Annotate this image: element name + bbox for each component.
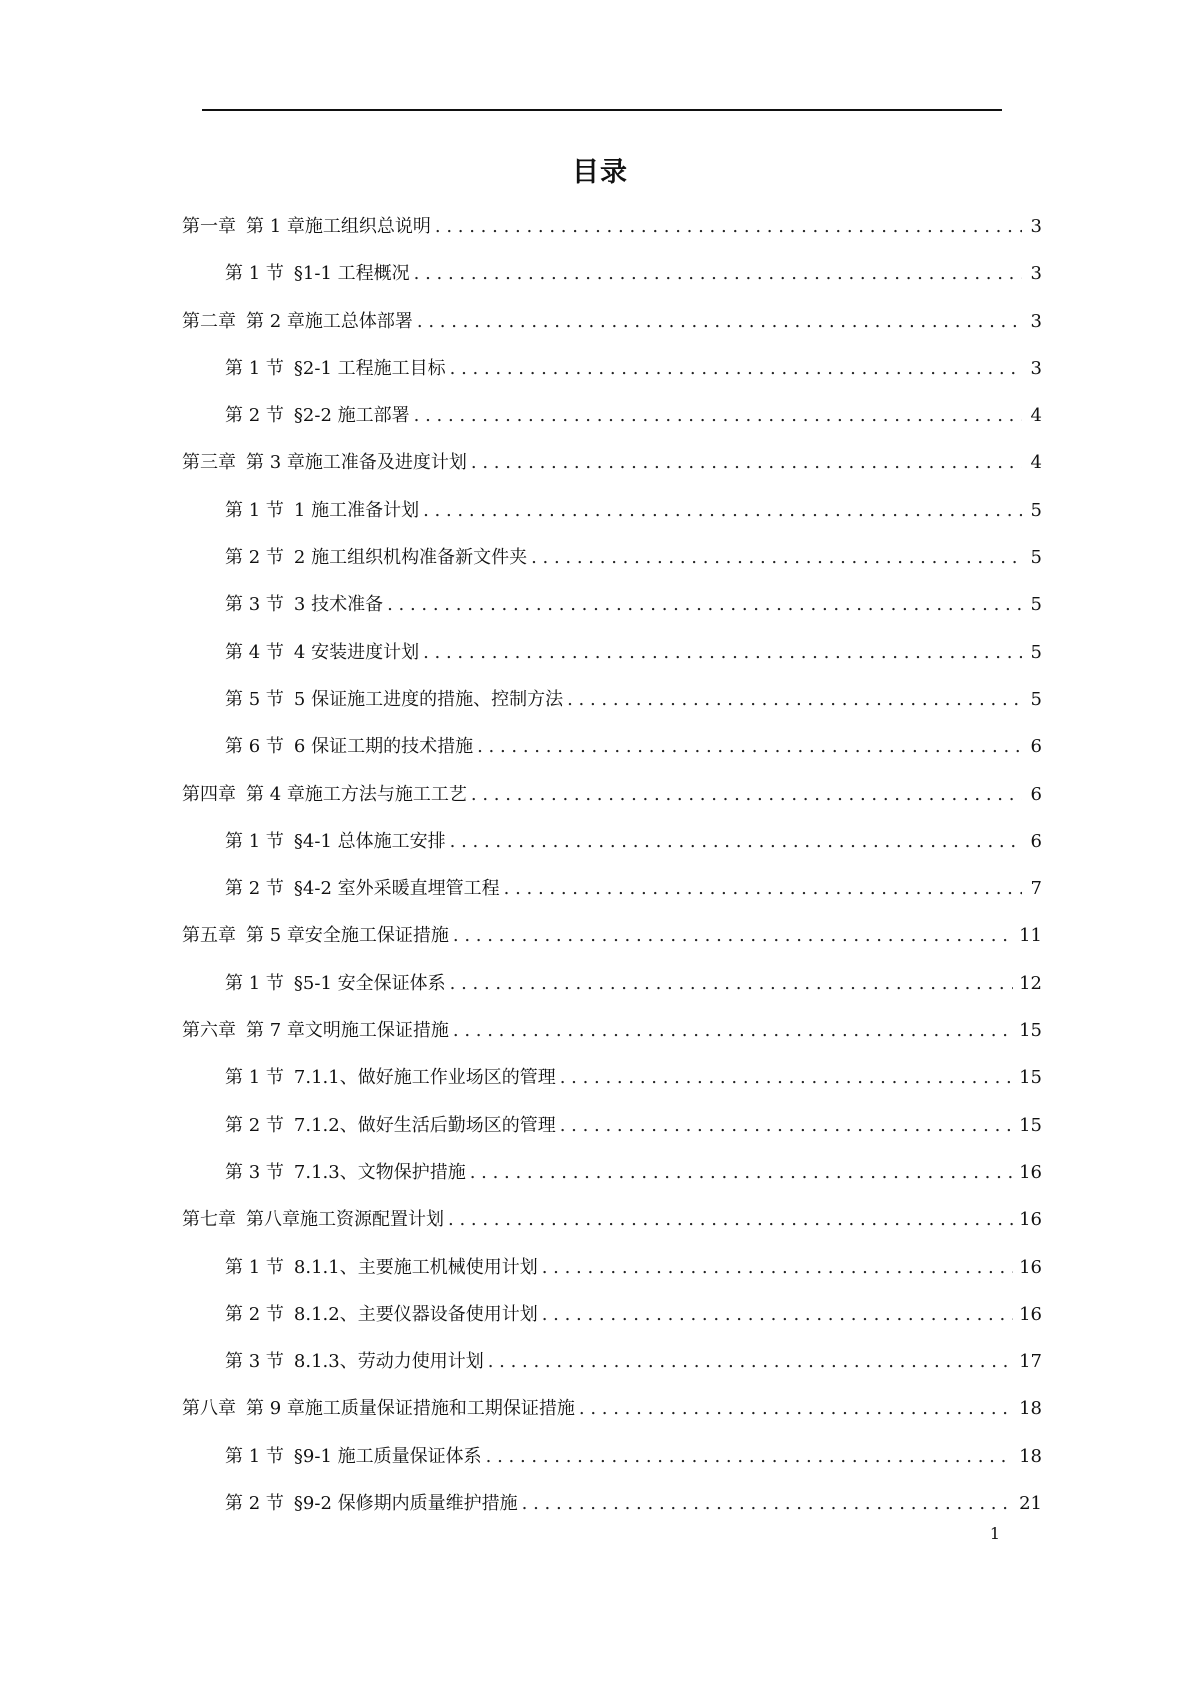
toc-dot-leader	[387, 594, 1022, 615]
toc-entry-text: 7.1.2、做好生活后勤场区的管理	[293, 1114, 556, 1136]
toc-dot-leader	[453, 1020, 1013, 1041]
toc-entry-page: 12	[1019, 972, 1042, 994]
toc-entry-label	[225, 827, 446, 853]
toc-entry-page: 5	[1030, 688, 1042, 710]
toc-entry-page: 5	[1030, 641, 1042, 663]
toc-dot-leader	[450, 358, 1022, 379]
toc-entry-page: 15	[1019, 1020, 1042, 1042]
toc-entry-number: 第 3 节	[225, 1351, 284, 1373]
toc-entry-text: 4 安装进度计划	[293, 641, 420, 663]
toc-entry-label	[225, 1442, 482, 1468]
toc-section-entry[interactable]	[182, 732, 1042, 779]
toc-dot-leader	[477, 736, 1022, 757]
toc-entry-page: 5	[1030, 547, 1042, 569]
toc-entry-label	[182, 212, 431, 238]
toc-entry-text: §5-1 安全保证体系	[293, 972, 446, 994]
toc-section-entry[interactable]	[182, 969, 1042, 1016]
toc-entry-number: 第 1 节	[225, 1067, 284, 1089]
toc-chapter-entry[interactable]	[182, 921, 1042, 968]
toc-entry-text: §2-1 工程施工目标	[293, 357, 446, 379]
toc-entry-label	[225, 638, 419, 664]
toc-entry-label	[225, 1347, 484, 1373]
toc-entry-text: 第 9 章施工质量保证措施和工期保证措施	[246, 1398, 575, 1420]
toc-dot-leader	[423, 500, 1022, 521]
toc-entry-label	[225, 1063, 556, 1089]
toc-dot-leader	[450, 831, 1022, 852]
toc-entry-page: 16	[1019, 1256, 1042, 1278]
toc-entry-label	[182, 1205, 444, 1231]
toc-section-entry[interactable]	[182, 590, 1042, 637]
toc-entry-number: 第 1 节	[225, 499, 284, 521]
toc-entry-text: §4-1 总体施工安排	[293, 830, 446, 852]
toc-section-entry[interactable]	[182, 1158, 1042, 1205]
toc-entry-text: §4-2 室外采暖直埋管工程	[293, 878, 500, 900]
toc-entry-number: 第 1 节	[225, 830, 284, 852]
toc-entry-label	[225, 732, 473, 758]
toc-entry-number: 第 1 节	[225, 357, 284, 379]
toc-section-entry[interactable]	[182, 685, 1042, 732]
toc-entry-text: 5 保证施工进度的措施、控制方法	[293, 688, 564, 710]
toc-entry-text: 第八章施工资源配置计划	[246, 1209, 444, 1231]
toc-entry-text: 第 1 章施工组织总说明	[246, 216, 431, 237]
toc-dot-leader	[488, 1351, 1013, 1372]
toc-section-entry[interactable]	[182, 1300, 1042, 1347]
toc-entry-number: 第一章	[182, 216, 236, 237]
toc-entry-label	[225, 1253, 538, 1279]
toc-entry-page: 15	[1019, 1114, 1042, 1136]
toc-chapter-entry[interactable]	[182, 1394, 1042, 1441]
toc-entry-label	[225, 874, 500, 900]
toc-section-entry[interactable]	[182, 259, 1042, 306]
toc-entry-page: 7	[1030, 878, 1042, 900]
toc-entry-number: 第八章	[182, 1398, 236, 1420]
toc-entry-page: 18	[1019, 1445, 1042, 1467]
toc-section-entry[interactable]	[182, 874, 1042, 921]
toc-entry-label	[225, 496, 419, 522]
toc-entry-label	[182, 448, 467, 474]
toc-entry-number: 第六章	[182, 1020, 236, 1042]
toc-entry-text: 第 5 章安全施工保证措施	[246, 925, 449, 947]
toc-entry-label	[225, 354, 446, 380]
toc-entry-page: 16	[1019, 1303, 1042, 1325]
toc-section-entry[interactable]	[182, 401, 1042, 448]
toc-entry-label	[225, 1489, 518, 1515]
toc-entry-text: 8.1.1、主要施工机械使用计划	[293, 1256, 538, 1278]
toc-entry-text: §9-2 保修期内质量维护措施	[293, 1493, 518, 1515]
toc-entry-page: 3	[1030, 263, 1042, 285]
toc-entry-page: 21	[1019, 1493, 1042, 1515]
toc-entry-label	[225, 1111, 556, 1137]
toc-entry-page: 15	[1019, 1067, 1042, 1089]
toc-list	[182, 212, 1042, 1536]
toc-chapter-entry[interactable]	[182, 1205, 1042, 1252]
toc-entry-number: 第 3 节	[225, 1161, 284, 1183]
toc-entry-number: 第五章	[182, 925, 236, 947]
toc-entry-label	[225, 259, 410, 285]
toc-entry-page: 11	[1019, 925, 1042, 947]
toc-entry-page: 6	[1030, 783, 1042, 805]
toc-dot-leader	[486, 1446, 1013, 1467]
toc-entry-page: 18	[1019, 1398, 1042, 1420]
header-rule	[202, 109, 1002, 111]
toc-section-entry[interactable]	[182, 1347, 1042, 1394]
toc-entry-page: 3	[1030, 357, 1042, 379]
toc-dot-leader	[423, 642, 1022, 663]
toc-dot-leader	[414, 263, 1022, 284]
toc-section-entry[interactable]	[182, 1442, 1042, 1489]
toc-section-entry[interactable]	[182, 496, 1042, 543]
toc-entry-number: 第 2 节	[225, 1303, 284, 1325]
toc-entry-number: 第 1 节	[225, 1256, 284, 1278]
toc-entry-label	[182, 1394, 575, 1420]
toc-section-entry[interactable]	[182, 354, 1042, 401]
toc-entry-number: 第 1 节	[225, 972, 284, 994]
toc-entry-text: 6 保证工期的技术措施	[293, 736, 474, 758]
toc-entry-text: 8.1.3、劳动力使用计划	[293, 1351, 484, 1373]
page-number: 1	[989, 1524, 1000, 1543]
toc-entry-label	[225, 969, 446, 995]
toc-section-entry[interactable]	[182, 543, 1042, 590]
toc-dot-leader	[453, 925, 1013, 946]
toc-entry-text: 1 施工准备计划	[293, 499, 420, 521]
toc-entry-number: 第 2 节	[225, 878, 284, 900]
toc-dot-leader	[417, 311, 1022, 332]
toc-entry-number: 第 6 节	[225, 736, 284, 758]
toc-section-entry[interactable]	[182, 1111, 1042, 1158]
toc-entry-page: 4	[1030, 405, 1042, 427]
toc-entry-number: 第 2 节	[225, 405, 284, 427]
toc-entry-text: 第 4 章施工方法与施工工艺	[246, 783, 467, 805]
toc-entry-number: 第 2 节	[225, 547, 284, 569]
toc-entry-text: 2 施工组织机构准备新文件夹	[293, 547, 528, 569]
toc-entry-number: 第三章	[182, 452, 236, 474]
toc-entry-text: §2-2 施工部署	[293, 405, 410, 427]
toc-entry-label	[182, 307, 413, 333]
toc-entry-number: 第 3 节	[225, 594, 284, 616]
toc-dot-leader	[560, 1115, 1013, 1136]
toc-entry-text: 8.1.2、主要仪器设备使用计划	[293, 1303, 538, 1325]
toc-entry-page: 6	[1030, 830, 1042, 852]
toc-entry-text: 7.1.3、文物保护措施	[293, 1161, 466, 1183]
toc-entry-page: 5	[1030, 594, 1042, 616]
toc-entry-label	[225, 590, 383, 616]
toc-chapter-entry[interactable]	[182, 448, 1042, 495]
toc-entry-label	[225, 401, 410, 427]
toc-chapter-entry[interactable]	[182, 212, 1042, 259]
toc-dot-leader	[531, 547, 1022, 568]
toc-entry-label	[182, 921, 449, 947]
toc-entry-label	[225, 1300, 538, 1326]
toc-entry-number: 第 5 节	[225, 688, 284, 710]
toc-dot-leader	[435, 216, 1022, 237]
toc-dot-leader	[560, 1067, 1013, 1088]
toc-entry-label	[225, 685, 563, 711]
toc-entry-label	[225, 1158, 466, 1184]
toc-entry-number: 第七章	[182, 1209, 236, 1231]
toc-entry-number: 第 4 节	[225, 641, 284, 663]
toc-dot-leader	[542, 1304, 1013, 1325]
toc-dot-leader	[567, 689, 1022, 710]
toc-dot-leader	[414, 405, 1022, 426]
toc-dot-leader	[448, 1209, 1013, 1230]
toc-dot-leader	[522, 1493, 1013, 1514]
toc-entry-number: 第 2 节	[225, 1493, 284, 1515]
toc-dot-leader	[542, 1257, 1013, 1278]
toc-entry-number: 第 2 节	[225, 1114, 284, 1136]
toc-entry-number: 第二章	[182, 310, 236, 332]
toc-entry-label	[225, 543, 527, 569]
toc-section-entry[interactable]	[182, 1253, 1042, 1300]
toc-chapter-entry[interactable]	[182, 307, 1042, 354]
toc-dot-leader	[471, 452, 1022, 473]
toc-entry-page: 6	[1030, 736, 1042, 758]
toc-entry-text: §9-1 施工质量保证体系	[293, 1445, 482, 1467]
toc-dot-leader	[471, 784, 1022, 805]
toc-entry-number: 第 1 节	[225, 263, 284, 285]
toc-entry-page: 17	[1019, 1351, 1042, 1373]
toc-section-entry[interactable]	[182, 1063, 1042, 1110]
toc-entry-label	[182, 1016, 449, 1042]
toc-section-entry[interactable]	[182, 827, 1042, 874]
toc-entry-text: 7.1.1、做好施工作业场区的管理	[293, 1067, 556, 1089]
toc-entry-page: 16	[1019, 1209, 1042, 1231]
toc-section-entry[interactable]	[182, 1489, 1042, 1536]
toc-entry-page: 5	[1030, 499, 1042, 521]
toc-dot-leader	[579, 1398, 1013, 1419]
toc-entry-text: §1-1 工程概况	[293, 263, 410, 285]
toc-section-entry[interactable]	[182, 638, 1042, 685]
toc-entry-text: 第 2 章施工总体部署	[246, 310, 413, 332]
toc-entry-page: 4	[1030, 452, 1042, 474]
toc-dot-leader	[504, 878, 1022, 899]
toc-entry-number: 第四章	[182, 783, 236, 805]
toc-entry-text: 3 技术准备	[293, 594, 384, 616]
toc-title: 目录	[572, 157, 628, 188]
toc-chapter-entry[interactable]	[182, 780, 1042, 827]
toc-entry-page: 16	[1019, 1161, 1042, 1183]
toc-dot-leader	[450, 973, 1013, 994]
toc-entry-page: 3	[1030, 310, 1042, 332]
toc-dot-leader	[470, 1162, 1013, 1183]
toc-entry-label	[182, 780, 467, 806]
toc-entry-number: 第 1 节	[225, 1445, 284, 1467]
toc-entry-text: 第 3 章施工准备及进度计划	[246, 452, 467, 474]
toc-chapter-entry[interactable]	[182, 1016, 1042, 1063]
toc-entry-text: 第 7 章文明施工保证措施	[246, 1020, 449, 1042]
toc-entry-page: 3	[1030, 216, 1042, 237]
